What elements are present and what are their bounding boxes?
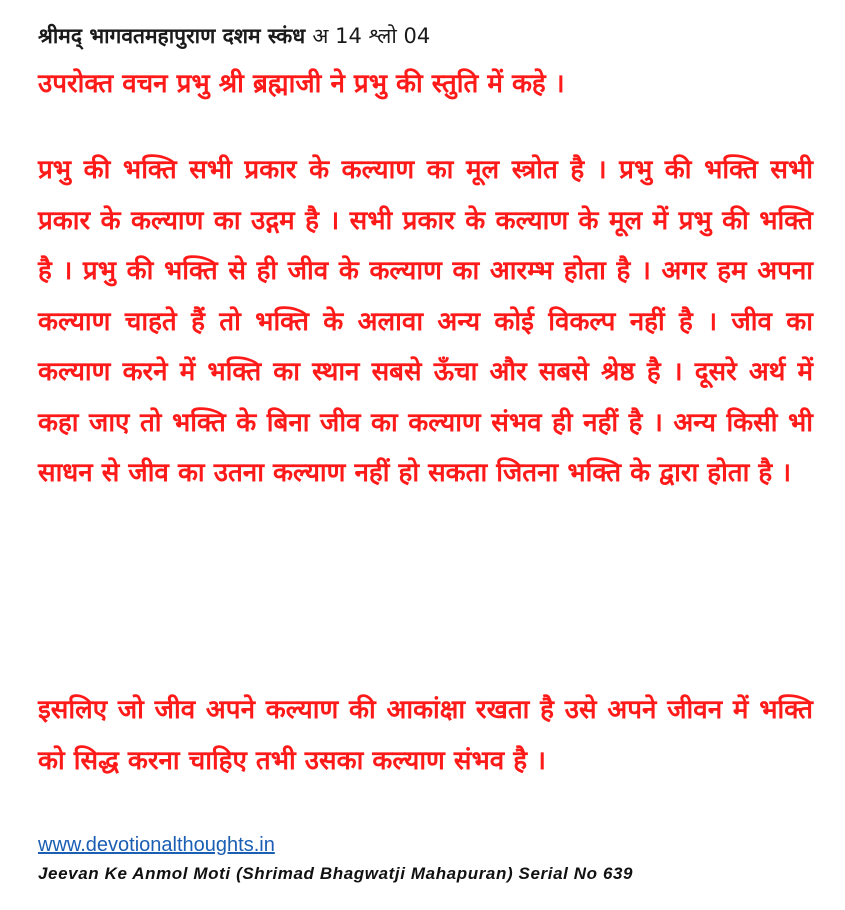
scripture-heading xyxy=(38,22,430,50)
website-link[interactable]: www.devotionalthoughts.in xyxy=(38,834,275,856)
intro-paragraph: उपरोक्त वचन प्रभु श्री ब्रह्माजी ने प्रभु की स्तुति में कहे । xyxy=(38,69,565,99)
verse-reference: अ 14 श्लो 04 xyxy=(312,24,431,48)
main-paragraph: प्रभु की भक्ति सभी प्रकार के कल्याण का मूल स्त्रोत है । प्रभु की भक्ति सभी प्रकार के कल्याण का उद्गम है । सभी प्रकार के कल्याण के मूल में प्रभु की भक्ति है । प्रभु की भक्ति से ही जीव के कल्याण का आरम्भ होता है । अगर हम अपना कल्याण चाहते हैं तो भक्ति के अलावा अन्य कोई विकल्प नहीं है । जीव का कल्याण करने में भक्ति का स्थान सबसे ऊँचा और सबसे श्रेष्ठ है । दूसरे अर्थ में कहा जाए तो भक्ति के बिना जीव का कल्याण संभव ही नहीं है । अन्य किसी भी साधन से जीव का उतना कल्याण नहीं हो सकता जितना भक्ति के द्वारा होता है । xyxy=(38,155,813,488)
scripture-title: श्रीमद् भागवतमहापुराण दशम स्कंध xyxy=(38,24,306,48)
conclusion-paragraph: इसलिए जो जीव अपने कल्याण की आकांक्षा रखता है उसे अपने जीवन में भक्ति को सिद्ध करना चाहिए तभी उसका कल्याण संभव है । xyxy=(38,695,813,776)
footer-caption: Jeevan Ke Anmol Moti (Shrimad Bhagwatji Mahapuran) Serial No 639 xyxy=(38,864,634,883)
